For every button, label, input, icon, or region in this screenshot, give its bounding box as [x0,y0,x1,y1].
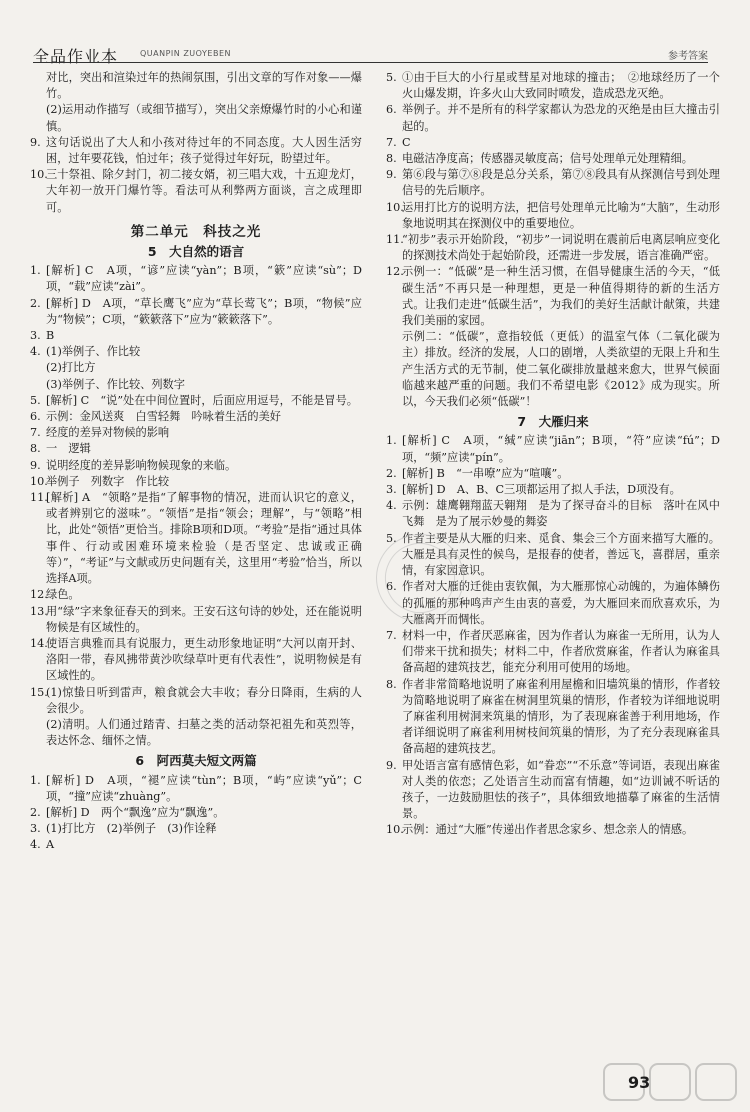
intro-answers [30,70,362,216]
answer-number: 1. [30,264,41,278]
answer-item [386,264,720,329]
answer-number: 3. [30,329,41,343]
answer-text: 使语言典雅而具有说服力，更生动形象地证明“大河以南开封、洛阳一带，春风拂带黄沙吹绿草叶更有代表性”，说明物候是有区域性的。 [46,636,362,683]
answer-text: 示例二：“低碳”，意指较低（更低）的温室气体（二氧化碳为主）排放。经济的发展，人口的剧增，人类欲望的无限上升和生产生活方式的无节制，使二氧化碳排放量越来愈大，世界气候面临越来越严重的问题。我们不希望电影《2012》成为现实。所以，今天我们必须“低碳”！ [402,330,720,409]
answer-text: 经度的差异对物候的影响 [46,426,170,440]
answer-item [386,102,720,134]
answer-item [30,360,362,376]
answer-item [30,837,362,853]
answer-item [30,135,362,167]
answer-item [386,433,720,465]
section-6-answers [30,773,362,854]
answer-item [30,377,362,393]
page-number: 93 [628,1073,651,1092]
answer-item [30,425,362,441]
section-7-title: 7 大雁归来 [517,414,589,430]
answer-number: 5. [386,531,397,545]
answer-item [30,773,362,805]
answer-item [386,677,720,758]
answer-text: [解析] D A项，“草长鹰飞”应为“草长莺飞”；B项，“物候”应为“物候”；C项，“簌簌落下”应为“簌簌落下”。 [46,296,362,326]
answer-text: “初步”表示开始阶段，“初步”一词说明在震前后电离层响应变化的探测技术尚处于起始阶段，还需进一步发展，语言准确严密。 [402,233,720,263]
answer-item [30,474,362,490]
answer-number: 6. [386,103,397,117]
answer-item [30,604,362,636]
answer-item [386,482,720,498]
answer-number: 12. [386,265,404,279]
answer-item [30,490,362,587]
answer-number: 6. [30,410,41,424]
answer-number: 4. [386,499,397,513]
section-5-title: 5 大自然的语言 [147,244,245,260]
answer-text: A [46,838,55,852]
answer-number: 10. [386,823,404,837]
answer-number: 4. [30,345,41,359]
answer-number: 11. [30,491,48,505]
answer-item [30,717,362,749]
answer-item [386,151,720,167]
answer-item [386,822,720,838]
section-6-title: 6 阿西莫夫短文两篇 [135,753,257,769]
answer-number: 15. [30,685,48,699]
answer-text: 示例：通过“大雁”传递出作者思念家乡、想念亲人的情感。 [402,823,694,837]
answer-item [386,329,720,410]
watermark-logo [602,1060,742,1104]
answer-item [30,393,362,409]
answer-item [386,135,720,151]
answer-number: 6. [386,580,397,594]
answer-text: 作者非常简略地说明了麻雀利用屋檐和旧墙筑巢的情形，作者较为简略地说明了麻雀在树洞里筑巢的情形，作者较为详细地说明了麻雀利用树洞来筑巢的情形，为了表现麻雀善于利用地场，作者详细说明了麻雀利用树枝间筑巢的情形，为了充分表现麻雀具备高超的建筑技艺。 [402,677,720,756]
answer-text: 三十祭祖、除夕封门，初二接女婿，初三唱大戏，十五迎龙灯，大年初一放开门爆竹等。看法可从利弊两方面谈，言之成理即可。 [46,168,362,214]
answer-text: B [46,329,55,343]
answer-text: 说明经度的差异影响物候现象的来临。 [46,458,237,472]
answer-item [386,758,720,823]
answer-text: 运用打比方的说明方法，把信号处理单元比喻为“大脑”，生动形象地说明其在探测仪中的重要地位。 [402,200,720,230]
answer-text: (2)运用动作描写（或细节描写），突出父亲燎爆竹时的小心和谨慎。 [46,103,362,133]
answer-text: 绿色。 [46,588,80,602]
answer-text: [解析] C A项，“谚”应读“yàn”；B项，“簌”应读“sù”；D项，“载”应读“zài”。 [46,264,362,294]
answer-number: 14. [30,636,48,650]
answer-text: [解析] D A、B、C三项都运用了拟人手法，D项没有。 [402,483,681,497]
answer-text: 电磁洁净度高；传感器灵敏度高；信号处理单元处理精细。 [402,152,693,166]
answer-item [30,636,362,685]
answer-item [30,441,362,457]
answer-number: 2. [386,466,397,480]
answer-number: 8. [30,442,41,456]
answer-text: 举例子。并不是所有的科学家都认为恐龙的灭绝是由巨大撞击引起的。 [402,103,720,133]
header-rule [33,62,708,63]
answer-number: 9. [386,168,397,182]
answer-text: [解析] A “领略”是指“了解事物的情况，进而认识它的意义，或者辨别它的滋味”。“领悟”是指“领会；理解”，与“领略”相比，此处“领悟”更恰当。排除B项和D项。“考验”是指“通过具体事件、行动或困难环境来检验（是否坚定、忠诚或正确等）”，“考证”与文献或历史问题有关，这里用“考验”恰当，所以选择A项。 [46,491,362,586]
answer-item [30,263,362,295]
answer-item [30,102,362,134]
answer-text: 作者对大雁的迁徙由衷钦佩，为大雁那惊心动魄的，为遍体鳞伤的孤雁的那种鸣声产生由衷的喜爱，为大雁回来而欣喜欢乐，为大雁离开而惆怅。 [402,580,720,626]
answer-text: [解析] B “一串嘹”应为“喧嚷”。 [402,466,569,480]
answer-number: 4. [30,838,41,852]
answer-number: 8. [386,677,397,691]
answer-text: 对比，突出和渲染过年的热闹氛围，引出文章的写作对象——爆竹。 [46,71,362,101]
answer-number: 9. [30,458,41,472]
section-5-answers [30,263,362,749]
answer-item [386,498,720,530]
answer-text: 用“绿”字来象征春天的到来。王安石这句诗的妙处，还在能说明物候是有区域性的。 [46,604,362,634]
answer-item [386,232,720,264]
answer-item [30,685,362,717]
right-column [386,70,720,839]
answer-number: 3. [30,822,41,836]
answer-text: 第⑥段与第⑦⑧段是总分关系，第⑦⑧段具有从探测信号到处理信号的先后顺序。 [402,168,720,198]
answer-text: [解析] D 两个“飘逸”应为“飘逸”。 [46,805,225,819]
answer-item [30,296,362,328]
answer-number: 7. [386,135,397,149]
answer-item [30,167,362,216]
answer-text: (1)惊蛰日听到雷声，粮食就会大丰收；春分日降雨，生病的人会很少。 [46,685,362,715]
brand-title: 全品作业本 [33,47,119,66]
answer-number: 12. [30,588,48,602]
answer-text: C [402,135,411,149]
answer-number: 11. [386,233,404,247]
answer-text: 这句话说出了大人和小孩对待过年的不同态度。大人因生活穷困，过年要花钱，怕过年；孩子觉得过年好玩，盼望过年。 [46,135,362,166]
answer-text: 示例：金风送爽 白雪轻舞 吟咏着生活的美好 [46,410,281,424]
answer-number: 10. [30,474,48,488]
continued-answers [386,70,720,410]
answer-text: (1)举例子、作比较 [46,345,141,359]
answer-text: 示例：雄鹰翱翔蓝天翱翔 是为了探寻奋斗的目标 落叶在风中飞舞 是为了展示妙曼的舞姿 [402,499,720,529]
answer-text: 材料一中，作者厌恶麻雀，因为作者认为麻雀一无所用，认为人们带来干扰和损失；材料二中，作者欣赏麻雀，作者认为麻雀具备高超的建筑技艺，能充分利用可使用的场地。 [402,628,720,675]
unit-title: 第二单元 科技之光 [130,223,262,240]
page-header [0,0,750,66]
answer-number: 3. [386,483,397,497]
answer-text: [解析] C “说”处在中间位置时，后面应用逗号，不能是冒号。 [46,393,358,407]
answer-number: 7. [386,628,397,642]
answer-number: 9. [386,758,397,772]
answer-number: 1. [386,434,397,448]
answer-text: 示例一：“低碳”是一种生活习惯，在倡导健康生活的今天，“低碳生活”不再只是一种理想，更是一种值得期待的新的生活方式。让我们走进“低碳生活”，为我们的美好生活献计献策，共建我们美丽的家园。 [402,265,720,328]
answer-item [30,70,362,102]
answer-number: 2. [30,805,41,819]
answer-item [30,805,362,821]
answer-item [386,466,720,482]
answer-item [30,328,362,344]
answer-text: (3)举例子、作比较、列数字 [46,377,185,391]
answer-item [30,409,362,425]
answer-number: 1. [30,773,41,787]
answer-number: 9. [30,135,41,149]
section-7-answers [386,433,720,838]
answer-number: 8. [386,152,397,166]
answer-number: 5. [386,71,397,84]
answer-text: 举例子 列数字 作比较 [46,474,170,488]
answer-item [386,70,720,102]
answer-number: 5. [30,393,41,407]
answer-item [30,458,362,474]
answer-number: 7. [30,426,41,440]
answer-text: (1)打比方 (2)举例子 (3)作诠释 [46,822,217,836]
answer-text: 甲处语言富有感情色彩，如“眷恋”“不乐意”等词语，表现出麻雀对人类的依恋；乙处语言生动而富有情趣，如“边训诫不听话的孩子，一边鼓励胆怯的孩子”，具体细致地描摹了麻雀的生活情景。 [402,758,720,821]
answer-item [30,821,362,837]
answer-item [30,587,362,603]
answer-text: [解析] D A项，“褪”应读“tùn”；B项，“屿”应读“yǔ”；C项，“撞”应读“zhuàng”。 [46,773,362,803]
answer-text: ①由于巨大的小行星或彗星对地球的撞击； ②地球经历了一个火山爆发期，许多火山大致同时喷发，造成恐龙灭绝。 [402,71,720,101]
answer-text: 作者主要是从大雁的归来、觅食、集会三个方面来描写大雁的。大雁是具有灵性的候鸟，是报春的使者，善远飞，喜群居，重亲情，有家园意识。 [402,531,720,578]
answer-number: 2. [30,296,41,310]
answer-number: 10. [30,168,48,182]
answer-number: 10. [386,200,404,214]
section-label: 参考答案 [668,51,708,62]
answer-number: 13. [30,604,48,618]
answer-item [386,167,720,199]
answer-text: 一 逻辑 [46,442,91,456]
answer-item [386,628,720,677]
answer-item [30,344,362,360]
answer-text: (2)打比方 [46,361,96,375]
brand-pinyin: QUANPIN ZUOYEBEN [140,49,231,58]
answer-text: [解析] C A项，“缄”应读“jiān”；B项，“符”应读“fú”；D项，“频”应读“pín”。 [402,434,720,464]
left-column [30,70,362,854]
answer-item [386,200,720,232]
answer-text: (2)清明。人们通过踏青、扫墓之类的活动祭祀祖先和英烈等，表达怀念、缅怀之情。 [46,717,362,748]
